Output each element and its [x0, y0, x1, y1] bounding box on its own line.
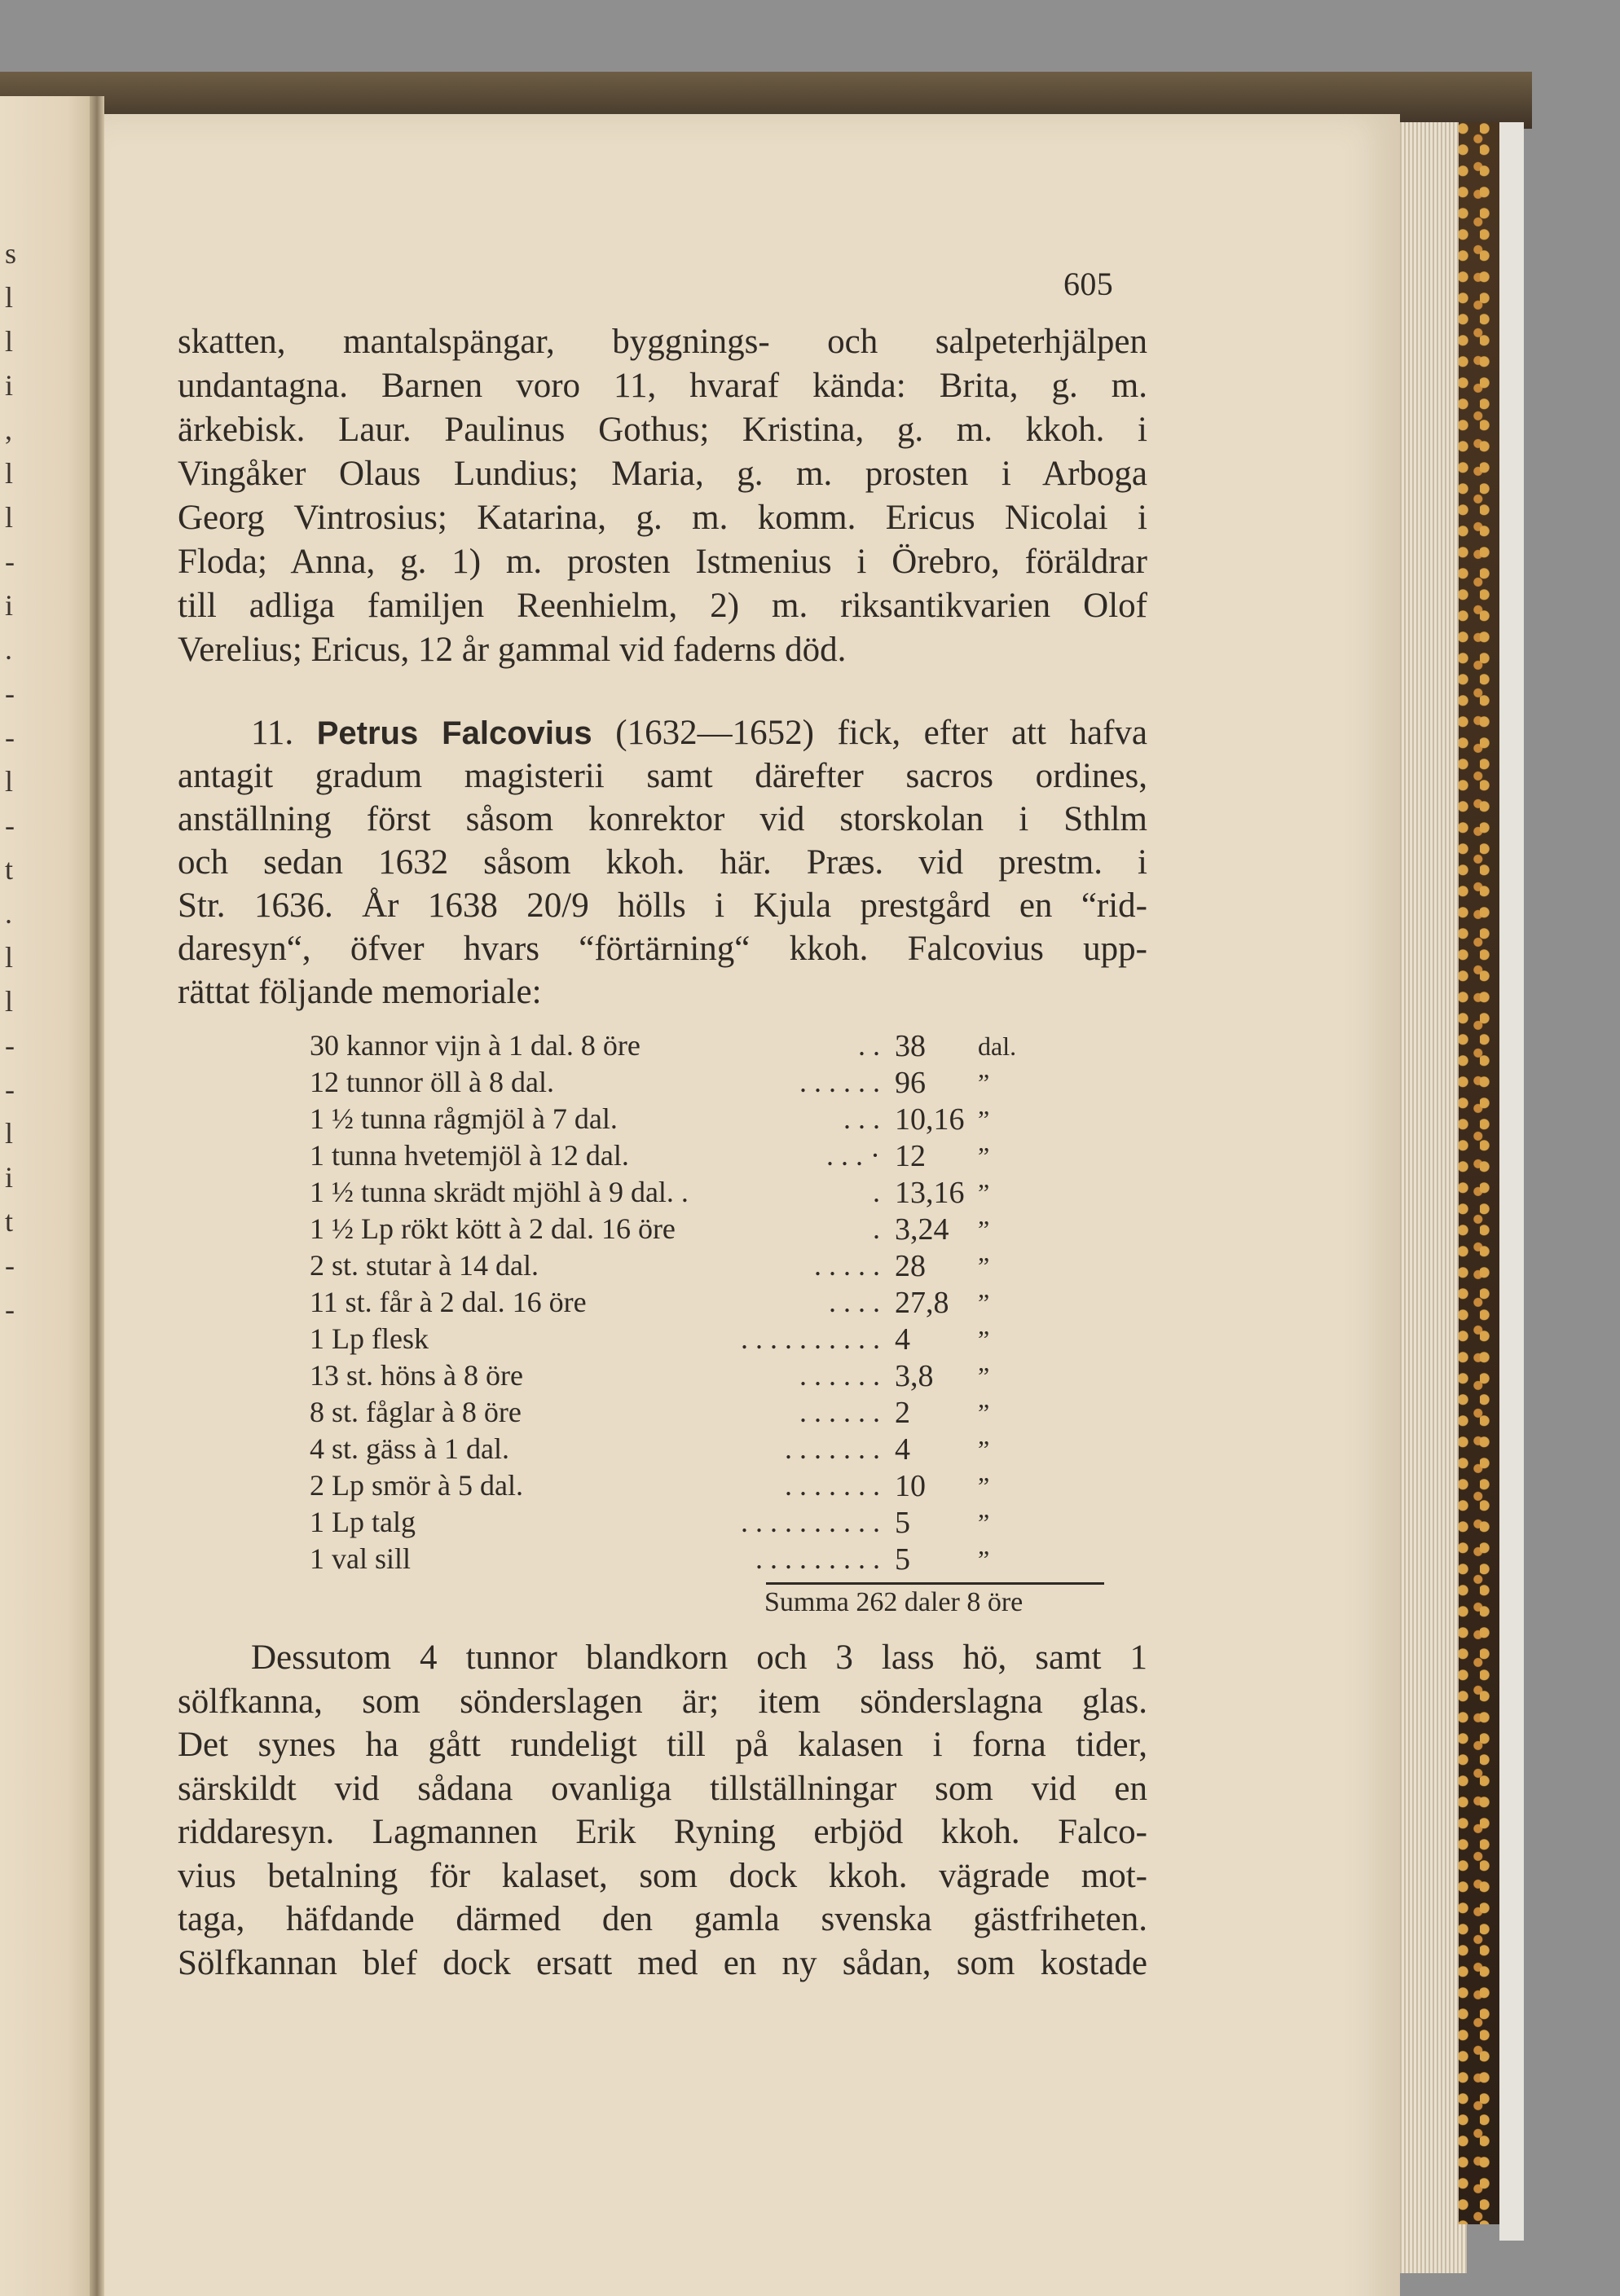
item-unit: ”: [978, 1251, 990, 1281]
item-unit: ”: [978, 1141, 990, 1171]
table-row: [310, 1248, 1108, 1285]
text-line: sölfkanna, som sönderslagen är; item sönderslagna glas.: [178, 1682, 1147, 1721]
item-unit: dal.: [978, 1031, 1017, 1061]
left-margin-char: l: [5, 765, 14, 798]
leader-dots: .: [873, 1176, 880, 1208]
item-description: 2 Lp smör à 5 dal.: [310, 1469, 523, 1502]
text-line: Verelius; Ericus, 12 år gammal vid faderns död.: [178, 631, 847, 669]
left-margin-char: -: [5, 1293, 15, 1326]
item-unit: ”: [978, 1215, 990, 1244]
text-line: och sedan 1632 såsom kkoh. här. Præs. vid prestm. i: [178, 843, 1147, 882]
left-margin-char: l: [5, 1117, 14, 1150]
left-margin-char: l: [5, 325, 14, 358]
text-line: antagit gradum magisterii samt därefter sacros ordines,: [178, 757, 1147, 795]
left-margin-char: i: [5, 589, 14, 622]
table-row: [310, 1102, 1108, 1138]
left-margin-char: s: [5, 237, 17, 270]
sum-line: Summa 262 daler 8 öre: [764, 1587, 1024, 1617]
item-description: 1 val sill: [310, 1542, 411, 1575]
left-margin-char: t: [5, 853, 14, 886]
text-line: Floda; Anna, g. 1) m. prosten Istmenius i Örebro, föräldrar: [178, 543, 1147, 581]
item-amount: 13,16: [895, 1176, 965, 1210]
section-number: 11.: [251, 714, 294, 752]
leader-dots: . . .: [843, 1102, 880, 1135]
text-line: riddaresyn. Lagmannen Erik Ryning erbjöd kkoh. Falco-: [178, 1813, 1147, 1851]
left-margin-char: l: [5, 501, 14, 534]
text-line: rättat följande memoriale:: [178, 973, 542, 1011]
table-row: [310, 1138, 1108, 1175]
item-amount: 5: [895, 1542, 910, 1577]
item-unit: ”: [978, 1398, 990, 1427]
left-margin-char: -: [5, 1073, 15, 1106]
left-margin-char: .: [5, 897, 12, 930]
item-unit: ”: [978, 1471, 990, 1501]
table-row: [310, 1505, 1108, 1542]
person-name: Petrus Falcovius: [316, 715, 592, 751]
left-margin-char: -: [5, 1249, 15, 1282]
text-line: anställning först såsom konrektor vid storskolan i Sthlm: [178, 800, 1147, 838]
item-amount: 27,8: [895, 1286, 949, 1320]
item-unit: ”: [978, 1325, 990, 1354]
item-description: 1 Lp flesk: [310, 1322, 429, 1355]
item-unit: ”: [978, 1178, 990, 1207]
left-page-edge: [0, 96, 96, 2296]
text-line: ärkebisk. Laur. Paulinus Gothus; Kristina, g. m. kkoh. i: [178, 411, 1147, 449]
item-description: 11 st. får à 2 dal. 16 öre: [310, 1286, 587, 1318]
table-row: [310, 1358, 1108, 1395]
leader-dots: . .: [858, 1029, 880, 1062]
table-row: [310, 1285, 1108, 1322]
item-amount: 4: [895, 1322, 910, 1357]
item-unit: ”: [978, 1105, 990, 1134]
table-row: [310, 1065, 1108, 1102]
left-margin-char: -: [5, 545, 15, 578]
leader-dots: . . . . . .: [799, 1359, 880, 1392]
table-row: [310, 1028, 1108, 1065]
left-margin-char: -: [5, 677, 15, 710]
item-unit: ”: [978, 1361, 990, 1391]
leader-dots: . . . . . . .: [785, 1469, 880, 1502]
item-amount: 96: [895, 1066, 926, 1100]
memoriale-table: [310, 1028, 1108, 1578]
item-amount: 2: [895, 1396, 910, 1430]
cover-spine-strip: [1499, 122, 1524, 2241]
text-line: till adliga familjen Reenhielm, 2) m. riksantikvarien Olof: [178, 587, 1147, 625]
item-description: 12 tunnor öll à 8 dal.: [310, 1066, 554, 1098]
leader-dots: . . . . .: [814, 1249, 880, 1282]
leader-dots: . . . . . .: [799, 1066, 880, 1098]
text-line: Det synes ha gått rundeligt till på kalasen i forna tider,: [178, 1726, 1147, 1764]
table-row: [310, 1432, 1108, 1468]
text-line: Sölfkannan blef dock ersatt med en ny sådan, som kostade: [178, 1943, 1147, 1982]
item-description: 13 st. höns à 8 öre: [310, 1359, 523, 1392]
item-amount: 10,16: [895, 1102, 965, 1137]
item-unit: ”: [978, 1508, 990, 1537]
left-margin-char: l: [5, 457, 14, 490]
leader-dots: . . . . . . .: [785, 1432, 880, 1465]
item-description: 2 st. stutar à 14 dal.: [310, 1249, 539, 1282]
item-description: 4 st. gäss à 1 dal.: [310, 1432, 509, 1465]
item-description: 8 st. fåglar à 8 öre: [310, 1396, 522, 1428]
item-unit: ”: [978, 1288, 990, 1317]
text-line: vius betalning för kalaset, som dock kkoh. vägrade mot-: [178, 1856, 1147, 1895]
left-margin-char: ,: [5, 413, 12, 446]
text-line: skatten, mantalspängar, byggnings- och salpeterhjälpen: [178, 323, 1147, 361]
text-line: Dessutom 4 tunnor blandkorn och 3 lass hö, samt 1: [251, 1638, 1147, 1677]
text-line: [251, 713, 1147, 753]
text-line: Str. 1636. År 1638 20/9 hölls i Kjula prestgård en “rid-: [178, 886, 1147, 925]
left-margin-char: -: [5, 809, 15, 842]
item-amount: 38: [895, 1029, 926, 1063]
left-margin-char: l: [5, 941, 14, 974]
table-row: [310, 1542, 1108, 1578]
item-description: 1 tunna hvetemjöl à 12 dal.: [310, 1139, 629, 1172]
item-unit: ”: [978, 1068, 990, 1097]
table-row: [310, 1468, 1108, 1505]
page-number: 605: [1063, 266, 1114, 302]
left-margin-char: l: [5, 985, 14, 1018]
text-line: daresyn“, öfver hvars “förtärning“ kkoh. Falcovius upp-: [178, 930, 1147, 968]
text-fragment: (1632—1652) fick, efter att hafva: [615, 714, 1148, 752]
left-margin-char: l: [5, 281, 14, 314]
item-unit: ”: [978, 1435, 990, 1464]
text-line: undantagna. Barnen voro 11, hvaraf kända: Brita, g. m.: [178, 367, 1147, 405]
text-line: särskildt vid sådana ovanliga tillställningar som vid en: [178, 1769, 1147, 1808]
leader-dots: . . . .: [829, 1286, 880, 1318]
item-description: 1 Lp talg: [310, 1506, 416, 1538]
table-row: [310, 1322, 1108, 1358]
table-row: [310, 1212, 1108, 1248]
item-description: 1 ½ Lp rökt kött à 2 dal. 16 öre: [310, 1212, 676, 1245]
item-amount: 5: [895, 1506, 910, 1540]
item-description: 1 ½ tunna rågmjöl à 7 dal.: [310, 1102, 618, 1135]
text-line: Vingåker Olaus Lundius; Maria, g. m. prosten i Arboga: [178, 455, 1147, 493]
left-margin-char: -: [5, 721, 15, 754]
leader-dots: . . . . . . . . . .: [741, 1322, 880, 1355]
item-amount: 4: [895, 1432, 910, 1467]
left-margin-char: i: [5, 1161, 14, 1194]
item-amount: 3,8: [895, 1359, 934, 1393]
item-amount: 28: [895, 1249, 926, 1283]
table-row: [310, 1395, 1108, 1432]
leader-dots: .: [873, 1212, 880, 1245]
sum-rule: [766, 1582, 1104, 1585]
item-description: 30 kannor vijn à 1 dal. 8 öre: [310, 1029, 641, 1062]
text-line: taga, häfdande därmed den gamla svenska gästfriheten.: [178, 1900, 1147, 1938]
item-amount: 3,24: [895, 1212, 949, 1247]
item-description: 1 ½ tunna skrädt mjöhl à 9 dal. .: [310, 1176, 689, 1208]
left-margin-char: t: [5, 1205, 14, 1238]
table-row: [310, 1175, 1108, 1212]
text-line: Georg Vintrosius; Katarina, g. m. komm. Ericus Nicolai i: [178, 499, 1147, 537]
item-unit: ”: [978, 1545, 990, 1574]
item-amount: 12: [895, 1139, 926, 1173]
leader-dots: . . . . . .: [799, 1396, 880, 1428]
book-gutter: [90, 96, 104, 2296]
leader-dots: . . . . . . . . . .: [741, 1506, 880, 1538]
left-margin-char: i: [5, 369, 14, 402]
left-margin-char: -: [5, 1029, 15, 1062]
left-margin-char: .: [5, 633, 12, 666]
leader-dots: . . . . . . . . .: [755, 1542, 880, 1575]
leader-dots: . . . ·: [826, 1139, 880, 1172]
item-amount: 10: [895, 1469, 926, 1503]
